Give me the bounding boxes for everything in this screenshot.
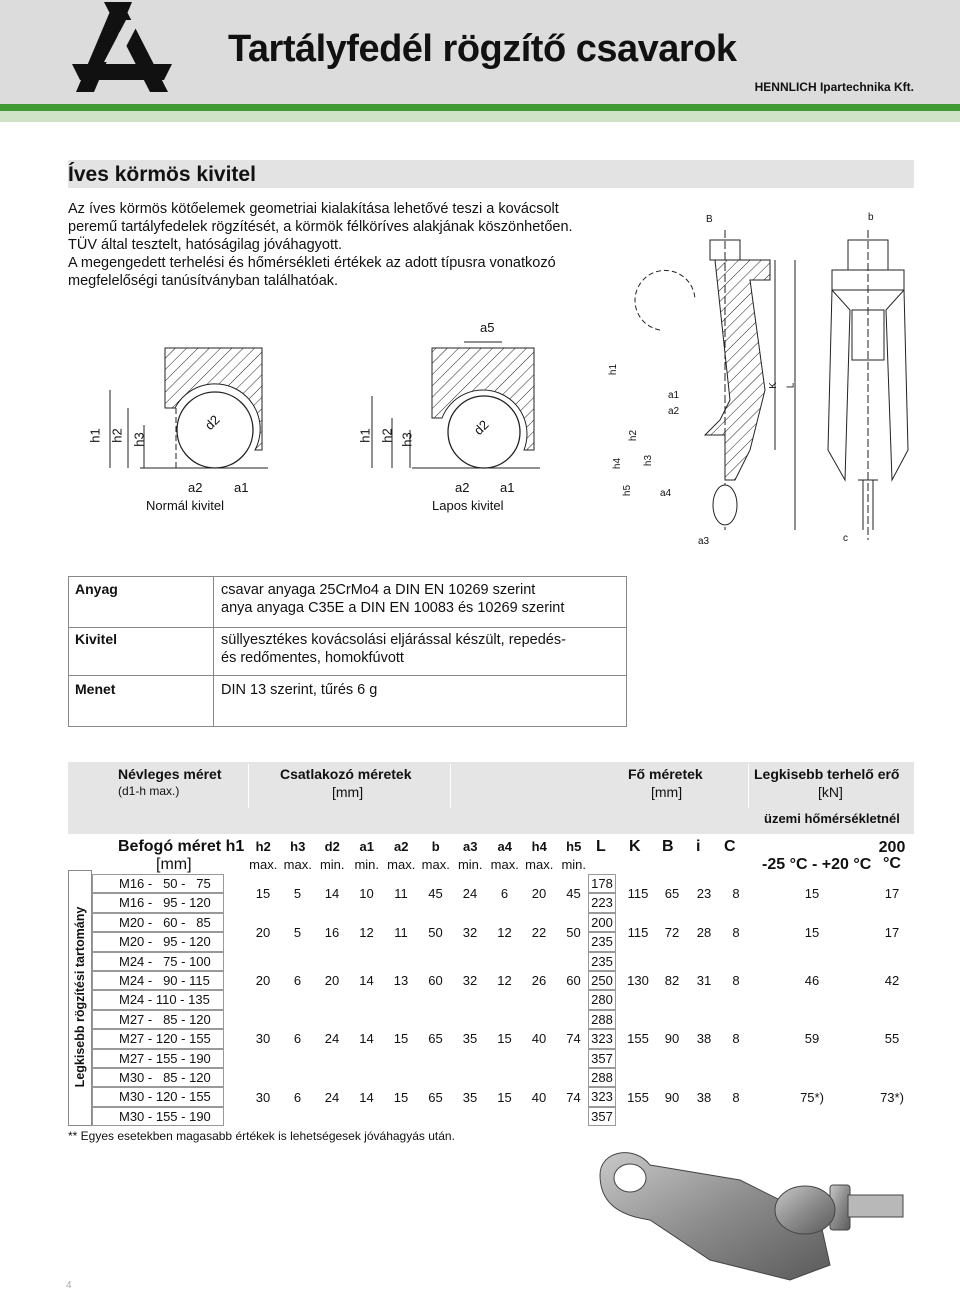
table-row-group [92,1010,914,1068]
dimension-value: 15 [497,1031,512,1047]
column-name: a4 [497,839,512,854]
col-K: K [629,838,641,855]
dimension-value: 35 [462,1089,478,1105]
col-L: L [596,838,606,855]
label-h2: h2 [109,428,125,443]
label-h2-side: h2 [628,429,640,442]
column-note: max. [490,857,519,872]
dimension-value: 6 [293,973,302,989]
value-L: 178 [588,874,616,893]
column-note: max. [387,857,416,872]
column-header [315,838,350,874]
value-L: 288 [588,1068,616,1087]
dimension-value: 14 [359,973,374,989]
col-temp1: -25 °C - +20 °C [762,856,872,873]
header-divider [748,764,749,808]
value-L: 323 [588,1029,616,1048]
value-C: 8 [732,885,740,901]
header-divider [450,764,451,808]
column-header [453,838,488,874]
label-a2: a2 [188,480,203,495]
value-C: 8 [732,1089,740,1105]
side-view-drawing [620,220,910,550]
value-f1: 15 [804,924,820,940]
prop-key-material: Anyag [75,581,118,597]
column-name: h5 [566,839,582,854]
label-h1-flat: h1 [357,428,373,443]
group-load: Legkisebb terhelő erő [754,766,900,782]
group-operating: üzemi hőmérsékletnél [764,811,900,826]
prop-line: anya anyaga C35E a DIN EN 10083 és 10269 szerint [221,600,565,616]
value-B: 65 [664,885,680,901]
value-L: 223 [588,893,616,912]
dimension-value: 35 [462,1031,478,1047]
table-row-group [92,1068,914,1126]
column-note: min. [457,857,483,872]
col-i: i [696,838,701,855]
group-connect: Csatlakozó méretek [280,766,412,782]
dimension-value: 12 [497,973,512,989]
value-L: 357 [588,1107,616,1126]
dimension-value: 6 [500,885,509,901]
dimension-value: 20 [531,885,547,901]
column-name: h3 [290,839,306,854]
value-L: 323 [588,1087,616,1106]
dimension-value: 40 [531,1089,547,1105]
dimension-value: 20 [255,973,271,989]
value-K: 155 [627,1089,649,1105]
column-note: min. [319,857,345,872]
value-i: 31 [696,973,712,989]
group-main: Fő méretek [628,766,703,782]
dimension-value: 22 [531,924,547,940]
dimension-value: 11 [394,885,408,901]
column-header [522,838,557,874]
company-logo [68,0,176,98]
prop-value-design [221,631,566,667]
table-row-group [92,913,914,952]
group-nominal-sub: (d1-h max.) [118,784,180,798]
clamp-range: M16 - 95 - 120 [92,893,224,912]
clamp-range: M24 - 110 - 135 [92,990,224,1009]
value-f1: 15 [804,885,820,901]
page-title: Tartályfedél rögzítő csavarok [228,28,737,70]
label-h3-side: h3 [643,454,655,467]
value-f1: 59 [804,1031,820,1047]
intro-line: peremű tartályfedelek rögzítését, a körmök félköríves alakjának köszönhetően. [68,219,573,235]
dimension-value: 15 [393,1031,409,1047]
dimension-value: 5 [293,885,302,901]
column-header [350,838,385,874]
value-K: 115 [627,924,649,940]
label-a1-flat: a1 [500,480,515,495]
group-main-unit: [mm] [651,784,683,800]
flat-caption: Lapos kivitel [432,498,504,513]
value-C: 8 [732,973,740,989]
value-i: 23 [696,885,712,901]
column-header [488,838,523,874]
clamp-range: M27 - 120 - 155 [92,1029,224,1048]
clamp-range: M30 - 120 - 155 [92,1087,224,1106]
column-name: b [431,839,440,854]
value-L: 288 [588,1010,616,1029]
prop-line: csavar anyaga 25CrMo4 a DIN EN 10269 szerint [221,582,536,598]
dimension-value: 32 [462,973,478,989]
prop-line: és redőmentes, homokfúvott [221,650,404,666]
prop-key-design: Kivitel [75,631,118,647]
value-B: 72 [664,924,680,940]
column-name: a3 [463,839,478,854]
dimension-value: 45 [566,885,581,901]
header-stripe [0,104,960,111]
label-a4-side: a4 [660,488,672,499]
dimension-value: 30 [255,1089,271,1105]
group-nominal: Névleges méret [118,766,222,782]
value-L: 235 [588,952,616,971]
value-f2: 17 [884,924,900,940]
dimension-value: 65 [428,1089,443,1105]
label-a2-side: a2 [668,406,680,417]
label-h1: h1 [87,428,103,443]
label-b: b [868,212,874,223]
header-stripe-light [0,111,960,122]
clamp-range: M20 - 95 - 120 [92,932,224,951]
dimension-value: 24 [462,885,478,901]
column-header [419,838,454,874]
col-C: C [724,838,736,855]
dimension-value: 14 [359,1089,374,1105]
section-title: Íves körmös kivitel [68,163,256,186]
label-a5: a5 [480,320,495,335]
clamp-range: M16 - 50 - 75 [92,874,224,893]
label-K: K [767,382,779,389]
label-h3-flat: h3 [399,432,415,447]
column-header [246,838,281,874]
dimension-value: 50 [566,924,581,940]
label-h1-side: h1 [608,363,620,376]
clamp-range: M24 - 90 - 115 [92,971,224,990]
product-photo [590,1140,920,1285]
label-h4-side: h4 [612,457,624,470]
dimension-value: 74 [566,1031,581,1047]
label-a1: a1 [234,480,249,495]
dimension-value: 15 [255,885,271,901]
value-B: 90 [664,1089,680,1105]
prop-value-thread [221,681,377,699]
intro-line: A megengedett terhelési és hőmérsékleti értékek az adott típusra vonatkozó [68,255,556,271]
dimension-value: 60 [428,973,443,989]
value-K: 130 [627,973,649,989]
column-header [281,838,316,874]
label-h3: h3 [131,432,147,447]
value-f2: 42 [884,973,900,989]
value-K: 115 [627,885,649,901]
col-temp2: 200 °C [878,839,906,872]
group-connect-unit: [mm] [332,784,364,800]
value-f2: 17 [884,885,900,901]
label-h5-side: h5 [622,484,634,497]
dimension-value: 24 [324,1089,340,1105]
dimension-value: 13 [393,973,409,989]
intro-line: TÜV által tesztelt, hatóságilag jóváhagyott. [68,237,343,253]
label-d2: d2 [201,412,223,433]
value-L: 280 [588,990,616,1009]
dimension-value: 30 [255,1031,271,1047]
normal-caption: Normál kivitel [146,498,225,513]
footnote: ** Egyes esetekben magasabb értékek is lehetségesek jóváhagyás után. [68,1129,455,1143]
value-B: 82 [664,973,680,989]
dimension-value: 45 [428,885,443,901]
intro-line: megfelelőségi tanúsítványban találhatóak. [68,273,339,289]
value-L: 235 [588,932,616,951]
dimension-value: 40 [531,1031,547,1047]
column-name: d2 [324,839,340,854]
dimension-value: 60 [566,973,581,989]
prop-key-thread: Menet [75,681,116,697]
column-note: min. [354,857,380,872]
clamp-range: M27 - 85 - 120 [92,1010,224,1029]
dimension-value: 10 [359,885,374,901]
value-L: 200 [588,913,616,932]
clamp-range: M20 - 60 - 85 [92,913,224,932]
prop-line: süllyesztékes kovácsolási eljárással készült, repedés- [221,632,566,648]
dimension-value: 20 [324,973,340,989]
dimension-value: 11 [394,924,408,940]
header-divider [248,764,249,808]
intro-text [68,200,628,290]
label-h2-flat: h2 [379,428,395,443]
col-B: B [662,838,674,855]
dimension-value: 14 [324,885,340,901]
label-a1-side: a1 [668,390,680,401]
label-c: c [843,533,848,544]
dimension-value: 12 [359,924,374,940]
prop-value-material [221,581,564,617]
dimension-value: 6 [293,1089,302,1105]
side-label: Legkisebb rögzítési tartomány [73,906,87,1088]
column-name: h4 [531,839,547,854]
value-L: 250 [588,971,616,990]
dimension-value: 74 [566,1089,581,1105]
column-note: max. [525,857,554,872]
intro-line: Az íves körmös kötőelemek geometriai kialakítása lehetővé teszi a kovácsolt [68,201,559,217]
clamp-unit: [mm] [156,856,192,873]
column-name: a1 [359,839,374,854]
value-f1: 75*) [800,1089,824,1105]
properties-table [68,576,627,727]
dimension-value: 32 [462,924,478,940]
value-B: 90 [664,1031,680,1047]
column-name: a2 [394,839,409,854]
column-header [384,838,419,874]
value-f1: 46 [804,973,820,989]
dimension-value: 24 [324,1031,340,1047]
company-name: HENNLICH Ipartechnika Kft. [754,80,914,94]
dimension-value: 12 [497,924,512,940]
dimension-value: 6 [293,1031,302,1047]
dimension-value: 50 [428,924,443,940]
table-row-group [92,952,914,1010]
page-number: 4 [66,1280,72,1291]
prop-line: DIN 13 szerint, tűrés 6 g [221,682,378,698]
value-f2: 73*) [880,1089,904,1105]
column-header [557,838,592,874]
dimension-value: 65 [428,1031,443,1047]
column-name: h2 [255,839,271,854]
dimension-value: 15 [393,1089,409,1105]
value-C: 8 [732,924,740,940]
dimension-value: 26 [531,973,547,989]
column-note: max. [249,857,278,872]
label-L: L [785,382,797,389]
value-L: 357 [588,1049,616,1068]
value-K: 155 [627,1031,649,1047]
clamp-range: M30 - 85 - 120 [92,1068,224,1087]
column-note: min. [561,857,587,872]
value-i: 38 [696,1089,712,1105]
dimension-value: 14 [359,1031,374,1047]
dimension-value: 15 [497,1089,512,1105]
clamp-range: M30 - 155 - 190 [92,1107,224,1126]
value-C: 8 [732,1031,740,1047]
dimension-value: 20 [255,924,271,940]
column-note: max. [283,857,312,872]
clamp-range: M27 - 155 - 190 [92,1049,224,1068]
label-a3-side: a3 [698,536,710,547]
table-row-group [92,874,914,913]
dimension-value: 16 [324,924,340,940]
value-f2: 55 [884,1031,900,1047]
clamp-range: M24 - 75 - 100 [92,952,224,971]
group-load-unit: [kN] [818,784,843,800]
value-i: 38 [696,1031,712,1047]
dimension-value: 5 [293,924,302,940]
label-a2-flat: a2 [455,480,470,495]
clamp-header: Befogó méret h1 [118,838,245,855]
value-i: 28 [696,924,712,940]
column-note: max. [421,857,450,872]
label-B: B [706,214,713,225]
label-d2-flat: d2 [470,417,492,438]
